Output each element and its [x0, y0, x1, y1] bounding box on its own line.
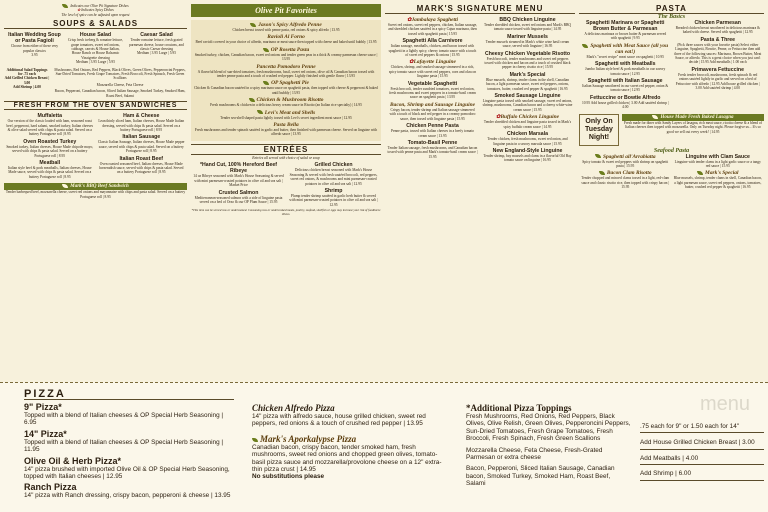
- item-desc: Tender Italian sausage, fresh mushrooms, and Canadian bacon tossed with penne pasta and Mark's tomato-basil cream sauce | 15.95: [387, 145, 478, 159]
- item-desc: Chicken & Canadian bacon sautéed in a spicy marinara sauce on spaghetti pasta, then topped with cheese & pepperoni & baked until bubbly | 13.95: [194, 86, 378, 95]
- pasta-item: [581, 95, 670, 110]
- favorite-item: [194, 80, 378, 95]
- item-desc: Mark's "secret recipe" meat sauce on spaghetti | 10.95: [586, 54, 664, 59]
- favorite-item: [194, 22, 378, 32]
- add-meatballs: Add Meatballs | 4.00: [640, 455, 764, 465]
- signature-item: [387, 102, 478, 121]
- entree-item: [288, 162, 379, 186]
- item-name: Spaghetti with Italian Sausage: [587, 78, 663, 85]
- olive-leaf-icon: [250, 23, 256, 27]
- item-desc: Canadian bacon, crispy bacon, tender smoked ham, fresh mushrooms, sweet red onions and chopped green olives, tomato-basil pizza sauce and mozzarella/provolone cheese on a 12" extra-thin pizza crust | 14.95: [252, 443, 442, 474]
- item-name: Caesar Salad: [140, 32, 173, 39]
- toppings-meat: Bacon, Pepperoni, Sliced Italian Sausage, Canadian bacon, Smoked Turkey, Smoked Ham, Roast Beef, Salami: [466, 465, 615, 488]
- item-desc: Topped with a blend of Italian cheeses & OP Special Herb Seasoning | 11.95: [24, 438, 224, 454]
- pasta-item: [581, 61, 670, 76]
- item-desc: Chicken breast tossed with penne pasta, red onions & spicy alfredo | 13.95: [232, 28, 340, 32]
- item-name: Spaghetti with Meat Sauce (all you can eat!): [590, 42, 669, 55]
- item-name: 9" Pizza*: [24, 402, 62, 412]
- soups-list: [4, 32, 187, 64]
- sandwich-item: [6, 139, 94, 158]
- item-desc: Mediterranean-seasoned salmon with a side of linguine pasta served on a bed of Orzo & our OP Plum Sauce | 15.95: [194, 195, 283, 204]
- item-name: Mark's BBQ Beef Sandwich: [70, 184, 129, 190]
- item-desc: Italian Sausage smothered in our sweet red pepper, onion & tomato sauce | 12.95: [582, 84, 669, 93]
- item-desc: Oven roasted seasoned beef, Italian cheeses, House Made horseradish sauce, served with chips & pasta salad. Served on a buttery Portuguese roll | 8.95: [99, 161, 184, 175]
- signature-item: [482, 114, 573, 129]
- item-name: House Salad: [79, 32, 112, 39]
- olive-leaf-icon: [62, 184, 68, 188]
- item-desc: Smoked turkey, chicken, Canadian bacon, sweet red onions and tender green peas in a thick & creamy parmesan cheese sauce | 13.95: [194, 52, 378, 62]
- signature-legend: [4, 4, 187, 17]
- item-name: Chicken Parmesan: [694, 20, 741, 26]
- item-name: BBQ Chicken Linguine: [499, 17, 556, 23]
- signature-item: [482, 148, 573, 163]
- entrees-subtitle: Entrées all served with choice of salad or soup: [252, 155, 320, 160]
- sandwich-item: [6, 113, 94, 137]
- item-desc: Penne pasta, tossed with Italian cheeses in a beefy tomato cream sauce | 13.95: [390, 129, 475, 138]
- item-desc: Tender mussels steamed in Mark's white wine basil cream sauce, served with linguine | 16.95: [485, 39, 570, 49]
- item-desc: Topped with a blend of Italian cheeses & OP Special Herb Seasoning | 6.95: [24, 412, 224, 427]
- pepper-icon: ✿: [409, 59, 414, 66]
- item-name: Spaghetti Alla Carnivore: [402, 38, 463, 45]
- pizza-left-column: [24, 389, 234, 500]
- signature-item: [482, 51, 573, 70]
- item-name: Jason's Spicy Alfredo Penne: [258, 22, 322, 28]
- favorite-item: [194, 97, 378, 107]
- item-name: Chicken Alfredo Pizza: [252, 403, 335, 413]
- olive-leaf-icon: [263, 81, 269, 85]
- salad-item: [126, 32, 187, 64]
- toppings-meats: Bacon, Pepperoni, Canadian bacon, Sliced Italian Sausage, Smoked Turkey, Smoked Ham, Roast Beef, Salami: [54, 89, 186, 98]
- seafood-title: Seafood Pasta: [653, 147, 690, 154]
- sandwich-item: [98, 113, 186, 132]
- item-name: Italian Sausage: [122, 134, 161, 141]
- item-desc: Plump tender shrimp sautéed in garlic herb butter & served with mini parmesan-crusted potatoes in olive oil and sea salt | 12.95: [289, 193, 378, 207]
- item-desc: Our version of the classic loaded with ham, seasoned roast beef, pepperoni, hard salami, smoked turkey, Italian cheeses & olive salad served with chips & pasta salad. Served on a buttery Portuguese roll | 8.95: [6, 119, 93, 137]
- item-desc: Crispy bacon, tender shrimp and Italian sausage simmered with a touch of black and red pepper in a creamy pomodoro sauce, then tossed with linguine pasta | 15.95: [389, 107, 476, 121]
- item-desc: Italian sausage, meatballs, chicken, and bacon tossed with spaghetti in a lightly spicy, cheesy tomato sauce with a touch of sweet red peppers & onions | 15.95: [388, 44, 477, 58]
- item-desc: Fresh mushrooms & chicken in a delicious heavy cream sauce in Risotto (an Italian rice specialty) | 14.95: [210, 103, 362, 108]
- pepper-icon: ✿: [406, 17, 412, 23]
- item-name: Mark's Special: [509, 71, 546, 78]
- signature-item: [387, 38, 478, 57]
- item-desc: Smoked turkey, Italian cheeses, House Made chipotle mayo, served with chips & pasta salad. Served on a buttery Portuguese roll | 8.95: [6, 144, 94, 158]
- item-name: Smoked Sausage Linguine: [494, 93, 561, 100]
- item-desc: Tender chicken, fresh mushrooms, sweet red onion, and linguine pasta in a savory marsala sauce | 15.95: [487, 137, 568, 146]
- sandwich-item: [98, 134, 186, 153]
- pizza-item: [252, 434, 442, 474]
- item-name: OP Spaghetti Pie: [271, 80, 309, 87]
- item-desc: Fresh broccoli, tender sundried tomatoes, sweet red onion, fresh mushrooms and sweet peppers in a tomato-basil cream sauce on spaghetti pasta | 13.95: [389, 86, 476, 100]
- item-name: Mariner Mussels: [507, 33, 548, 40]
- pizza-item: [252, 403, 442, 428]
- pasta-item: [674, 20, 763, 35]
- item-desc: Beef ravioli covered in your choice of alfredo, marinara or meat sauce then topped with cheese and baked until bubbly | 13.95: [195, 40, 377, 45]
- pasta-item: [674, 37, 763, 65]
- favorite-item: [194, 47, 378, 62]
- item-name: Cheesy Chicken Vegetable Risotto: [484, 50, 571, 57]
- olive-leaf-icon: [595, 154, 601, 158]
- seafood-item: [674, 154, 763, 169]
- item-desc: Choose from either of these very popular classics: [10, 44, 59, 53]
- item-name: Italian Roast Beef: [119, 155, 164, 162]
- signature-list: [385, 17, 575, 165]
- item-desc: Blue mussels, shrimp, tender clams in shell, Canadian bacon, a light parmesan sauce, sweet red peppers, onions, tomatoes, butter, crushed red pepper & spaghetti | 16.95: [673, 176, 762, 190]
- salad-item: [65, 32, 126, 64]
- pizza-panel: [0, 382, 768, 512]
- item-name: Muffaletta: [37, 113, 62, 120]
- item-desc: Tender chopped and minced clams tossed in a light, red-clam sauce and classic risotto rice, then topped with crispy bacon | 15.95: [581, 176, 670, 190]
- item-name: Chicken Marsala: [507, 131, 548, 138]
- legend-olive-pit: Indicates our Olive Pit Signature Dishes: [70, 4, 129, 8]
- item-name: Fettuccine or Bowtie Alfredo: [590, 94, 661, 101]
- item-price: 3.95: [31, 53, 38, 58]
- item-desc: Delicious chicken breast seasoned with Mark's House Seasoning & served with fresh sautéed broccoli, red peppers, sweet red onions, & mushrooms and mini parmesan-crusted potatoes in olive oil and sea salt | 12.95: [289, 168, 378, 186]
- signature-item: [482, 17, 573, 32]
- item-name: Mark's Aporkalypse Pizza: [260, 433, 357, 444]
- item-name: Ham & Cheese: [123, 113, 160, 120]
- toppings-cheese: Mozzarella Cheese, Feta Cheese: [96, 82, 144, 87]
- sandwich-item: [6, 160, 94, 179]
- seafood-list: [579, 154, 764, 192]
- olive-leaf-icon: [582, 44, 588, 48]
- pizza-item: [24, 402, 234, 427]
- item-desc: Tender shredded chicken and linguine pasta tossed in Mark's spicy buffalo cream sauce | 14.95: [483, 120, 572, 129]
- signature-item: [482, 72, 573, 91]
- salad-toppings: [4, 68, 187, 98]
- item-desc: 14" pizza with Ranch dressing, crispy bacon, pepperoni & cheese | 13.95: [24, 492, 231, 500]
- item-desc: Jumbo Italian style beef & pork meatballs in our savory tomato sauce | 12.95: [585, 67, 666, 76]
- toppings-list: Mushrooms, Red Onions, Red Peppers, Black Olives, Green Olives, Pepperoncini Peppers, Sun-Dried Tomatoes, Fresh Grape Tomatoes, Fresh Broccoli, Fresh Spinach, Fresh Green Scallions: [54, 67, 186, 81]
- olive-leaf-icon: [257, 110, 263, 114]
- item-name: Spaghetti all'Arrabiatta: [602, 153, 656, 160]
- watermark: menu: [700, 393, 751, 415]
- item-name: Jambalaya Spaghetti: [411, 17, 459, 23]
- pizza-addons: [640, 423, 764, 481]
- pasta-item: [581, 78, 670, 93]
- tuesday-special: [579, 114, 764, 146]
- item-name: Primavera Fettuccine: [691, 66, 744, 73]
- item-desc: Breaded chicken breast smothered in delicious marinara & baked with cheese. Served with spaghetti | 12.95: [675, 26, 760, 35]
- item-desc: Blue mussels, shrimp, tender clams in the shell, Canadian bacon, a light parmesan sauce, sweet red peppers, onions, tomatoes, butter, crushed red pepper & spaghetti | 16.95: [486, 77, 569, 91]
- item-desc: Tender barbequed beef, mozzarella cheese, sweet red onions and mayonnaise with chips and pasta salad. Served on a buttery Portuguese roll | 8.95: [5, 190, 186, 199]
- pizza-item: [24, 482, 234, 499]
- signature-title: MARK'S SIGNATURE MENU: [385, 4, 575, 14]
- item-name: OP Rosetta Pasta: [270, 46, 310, 53]
- item-name: Crusted Salmon: [218, 189, 259, 196]
- item-desc: Tender shredded chicken, sweet red onions and Mark's BBQ tomato sauce tossed with linguine pasta | 14.95: [484, 23, 571, 32]
- entrees-title: ENTRÉES: [191, 144, 381, 155]
- item-price: Medium | 3.95 Large | 5.95: [75, 60, 115, 65]
- toppings-veg: Fresh Mushrooms, Red Onions, Red Peppers, Black Olives, Olive Relish, Green Olives, Pepperoncini Peppers, Sun-Dried Tomatoes, Fresh Grape Tomatoes, Fresh Broccoli, Fresh Spinach, Fresh Green Scallions: [466, 413, 631, 443]
- item-desc: (Pick three sauces with your favorite pasta) Select either Linguine, Spaghetti, Bowtie, Penne, or Fettuccine then add three of the following sauces: Marinara, Brown Butter, Meat Sauce, or alfredo. This is a great choice when you just can't decide | 15.95 Add meatballs | 1.00 each: [674, 42, 762, 65]
- item-desc: Linguine with tender clams in a light garlic sauce or a tangy red sauce | 15.95: [674, 159, 761, 169]
- signature-item: [482, 93, 573, 112]
- signature-item: [482, 131, 573, 146]
- item-desc: 14" pizza with alfredo sauce, house grilled chicken, sweet red peppers, red onions & a touch of crushed red pepper | 13.95: [252, 413, 426, 428]
- item-name: Meatball: [39, 159, 61, 166]
- signature-item: [387, 123, 478, 138]
- item-name: *Hand Cut, 100% Hereford Beef Ribeye: [200, 162, 277, 175]
- item-desc: A flavorful blend of sun-dried tomatoes, fresh mushrooms, basil, sweet red onions, olive oil & Canadian bacon tossed with tender penne pasta and a touch of crushed red pepper. Lightly finished with gentle flavor | 13.95: [197, 69, 375, 79]
- pizza-middle-column: [252, 403, 442, 481]
- item-name: Mark's Special: [705, 170, 739, 177]
- toppings-cheese: Mozzarella Cheese, Feta Cheese, Fresh-Grated Parmesan or extra cheese: [466, 446, 603, 462]
- item-desc: 14" pizza brushed with imported Olive Oil & OP Special Herb Seasoning, topped with Italian cheeses | 12.95: [24, 465, 230, 481]
- olive-leaf-icon: [263, 48, 269, 52]
- olive-leaf-icon: [652, 115, 658, 119]
- item-name: Bacon Clam Risotto: [606, 170, 652, 177]
- item-name: Grilled Chicken: [314, 162, 353, 169]
- pasta-basics-list: [579, 20, 764, 112]
- item-name: Linguine with Clam Sauce: [685, 153, 750, 160]
- pasta-panel: [579, 4, 764, 379]
- olive-leaf-icon: [697, 171, 703, 175]
- item-desc: Tender romaine lettuce, fresh grated parmesan cheese, house croutons, and classic Caesar dressing: [129, 38, 184, 52]
- item-name: Ravioli Al Forno: [267, 34, 305, 41]
- pizza-toppings: [466, 403, 631, 488]
- item-name: Ranch Pizza: [24, 482, 77, 493]
- add-shrimp: Add Shrimp | 4.00: [13, 85, 41, 90]
- soups-title: SOUPS & SALADS: [4, 19, 187, 29]
- item-price: Medium | 3.95 Large | 5.95: [136, 51, 176, 56]
- seafood-item: [581, 170, 670, 189]
- item-name: New England-Style Linguine: [492, 147, 563, 154]
- pepper-icon: ✿: [495, 114, 501, 121]
- seafood-item: [581, 154, 670, 169]
- item-desc: Spicy tomato & sweet red peppers with shrimp on spaghetti pasta | 15.95: [582, 159, 669, 169]
- olive-leaf-icon: [599, 171, 605, 175]
- pizza-item: [24, 429, 234, 454]
- entree-item: [288, 188, 379, 207]
- pasta-item: [581, 20, 670, 41]
- sandwiches-title: FRESH FROM THE OVEN SANDWICHES: [4, 101, 187, 110]
- legend-spicy: Indicates Spicy Dishes: [81, 8, 114, 13]
- item-name: Vegetable Spaghetti: [407, 80, 458, 87]
- olive-leaf-icon: [249, 98, 255, 102]
- item-name: Pasta Bella: [273, 122, 299, 129]
- item-name: Spaghetti with Meatballs: [594, 61, 656, 68]
- favorite-item: [194, 34, 378, 44]
- item-name: Olive Oil & Herb Pizza*: [24, 455, 122, 466]
- item-desc: Tender shrimp, bay mussels and clams in a flavorful Old Bay tomato sauce on linguine | 16.95: [483, 153, 572, 163]
- pasta-basics-title: The Basics: [657, 14, 686, 20]
- signature-item: [387, 59, 478, 78]
- toppings-title: *Additional Pizza Toppings: [466, 403, 572, 413]
- entree-item: [193, 162, 284, 187]
- olive-leaf-icon: [252, 438, 258, 442]
- entrees-note: *This item can be served raw or undercooked. Consuming raw or undercooked meats, poultry, seafood, shellfish or eggs may increase your risk of foodborne illness.: [191, 208, 381, 216]
- pasta-title: PASTA: [579, 4, 764, 14]
- item-desc: Classic Italian Sausage, Italian cheeses, House Made pepper sauce, served with chips & pasta salad. Served on a buttery Portuguese roll | 8.95: [97, 140, 185, 154]
- item-name: Chicken Penne Pasta: [406, 123, 459, 130]
- pizza-item: [24, 456, 234, 481]
- item-desc: Fresh mushrooms and tender spinach sautéed in garlic and butter, then finished with parmesan cheese. Served on linguine with alfredo sauce | 13.95: [194, 128, 378, 137]
- signature-panel: [385, 4, 575, 379]
- item-name: Pasta & Three: [700, 36, 736, 43]
- item-name: Pancetta Pomodoro Penne: [256, 63, 316, 70]
- item-desc: 14 oz Ribeye seasoned with Mark's House Seasoning & served with mini parmesan-crusted potatoes in olive oil and sea salt | Market Price: [193, 174, 284, 188]
- add-chicken: Add House Grilled Chicken Breast | 3.00: [640, 439, 764, 449]
- seafood-item: [674, 170, 763, 189]
- sandwiches-list: [4, 113, 187, 181]
- item-name: 14" Pizza*: [24, 428, 67, 439]
- item-name: Chicken & Mushroom Risotto: [256, 97, 324, 104]
- olive-leaf-icon: [62, 4, 68, 8]
- pasta-item: [581, 43, 670, 59]
- favorites-title: Olive Pit Favorites: [191, 4, 381, 17]
- item-name: Tomato-Basil Penne: [407, 139, 458, 146]
- item-desc: Tender sea-shell shaped pasta lightly tossed with Levi's secret ingredient meat sauce | 12.95: [220, 115, 352, 120]
- item-name: Levi's Meat and Shells: [264, 109, 316, 116]
- item-desc: Italian style beef & pork meatballs, Italian cheeses, House Made sauce, served with chips & pasta salad. Served on a buttery Portuguese roll | 8.95: [7, 165, 92, 179]
- item-name: Lafayette Linguine: [413, 59, 456, 66]
- entree-item: [193, 190, 284, 205]
- toppings-note: Additional Salad Toppings for .75 each: [6, 67, 48, 77]
- sandwich-item: [98, 156, 186, 175]
- tuesday-badge: Only On Tuesday Night!: [579, 114, 619, 146]
- item-name: Spaghetti Marinara or Spaghetti Brown Butter & Parmesan: [586, 20, 665, 32]
- favorites-entrees-panel: [191, 4, 381, 379]
- topping-price: .75 each for 9" or 1.50 each for 14": [640, 423, 764, 433]
- item-desc: Linguine pasta tossed with smoked sausage, sweet red onions, shrimp, mushrooms, Canadian bacon and a cheesy white-wine cream sauce | 15.95: [482, 99, 573, 112]
- item-name: Shrimp: [324, 187, 343, 194]
- item-name: House Made Fresh Baked Lasagna: [660, 114, 734, 120]
- soups-sandwiches-panel: [4, 4, 187, 379]
- bbq-sandwich: [4, 183, 187, 199]
- item-name: Bacon, Shrimp and Sausage Linguine: [390, 101, 475, 108]
- soup-item: [4, 32, 65, 64]
- item-desc: Chicken, shrimp, and smoked sausage simmered in a rich, spicy tomato sauce with sweet red peppers, corn and okra on linguine pasta | 15.95: [388, 65, 477, 79]
- pizza-title: PIZZA: [24, 389, 234, 400]
- pasta-item: [674, 67, 763, 91]
- signature-item: [387, 81, 478, 100]
- add-shrimp: Add Shrimp | 6.00: [640, 470, 764, 480]
- item-desc: Fresh tender broccoli, mushrooms, fresh spinach & red onions sautéed lightly in garlic and served on a bed of Fettuccine with alfredo | 12.95 Add house grilled chicken | 3.00 Add sautéed shrimp | 4.00: [675, 72, 760, 91]
- item-desc: Lean thinly sliced ham, Italian cheeses, House Made Italian dressing, served with chips & pasta salad. Served on a buttery Portuguese roll | 8.95: [98, 119, 185, 132]
- item-desc: Fresh broccoli, tender mushrooms and sweet red peppers tossed with chicken and bacon and a touch of crushed black pepper in cheesy risotto rice | 15.95: [484, 56, 571, 70]
- add-chicken: Add Grilled Chicken Breast | 3.00: [4, 76, 50, 85]
- favorites-list: [191, 20, 381, 141]
- signature-item: [387, 140, 478, 159]
- item-desc: 10.95 Add house grilled chicken | 3.00 Add sautéed shrimp | 4.00: [582, 100, 669, 110]
- item-name: Oven Roasted Turkey: [23, 138, 77, 145]
- no-substitutions: No substitutions please: [252, 473, 325, 481]
- item-desc: A delicious marinara or brown butter & parmesan served with spaghetti | 9.95: [584, 32, 667, 41]
- pepper-icon: ✿: [77, 8, 81, 13]
- item-name: Italian Wedding Soup or Pasta Fagioli: [8, 32, 61, 45]
- signature-item: [482, 34, 573, 49]
- item-desc: Fresh made for diner with Sandy Layers of lasagna, rich meat sauce, ricotta cheese & a blend of Italian cheeses then topped with mozzarella. Only on Tuesday night. Please forgive us... It's so good we sell out every week! | 14.95: [623, 120, 762, 134]
- favorite-item: [194, 64, 378, 79]
- favorite-item: [194, 110, 378, 120]
- legend-spicy-note: The level of spice can be adjusted upon request: [61, 12, 130, 17]
- item-desc: Crisp fresh iceberg & romaine lettuce, grape tomatoes, sweet red onions, cabbage, carrots & House Italian, House Ranch or House Balsamic Vinaigrette dressing: [67, 38, 124, 60]
- signature-item: [387, 17, 478, 36]
- item-desc: Sweet red onions, sweet red peppers, chicken, Italian sausage, and shredded chicken sautéed in a spicy Cajun marinara, then tossed with spaghetti pasta | 15.95: [387, 23, 478, 36]
- favorite-item: [194, 122, 378, 137]
- entrees-list: [191, 162, 381, 209]
- item-name: Buffalo Chicken Linguine: [500, 114, 560, 121]
